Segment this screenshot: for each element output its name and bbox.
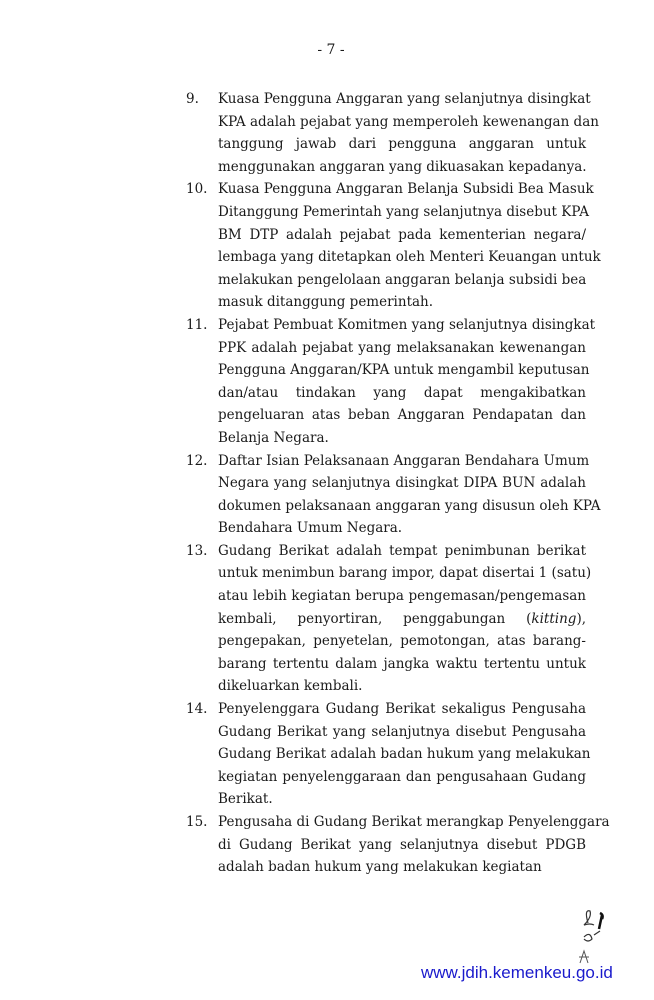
item-text-line: untuk menimbun barang impor, dapat disertai 1 (satu) [218, 565, 592, 582]
item-text-line: PPK adalah pejabat yang melaksanakan kewenangan [218, 339, 586, 356]
text-segment: ), [576, 610, 586, 627]
text-segment: kembali, penyortiran, penggabungan ( [218, 610, 532, 627]
item-number: 9. [186, 91, 199, 107]
list-item [186, 811, 610, 879]
item-number: 15. [186, 814, 208, 830]
item-text-line: Penyelenggara Gudang Berikat sekaligus Pengusaha [218, 701, 586, 718]
item-text-line: Gudang Berikat adalah badan hukum yang melakukan [218, 746, 591, 763]
item-text-line: Pengusaha di Gudang Berikat merangkap Penyelenggara [218, 814, 610, 830]
item-text-line: menggunakan anggaran yang dikuasakan kepadanya. [218, 158, 587, 175]
list-item [186, 178, 601, 314]
item-text-line: Gudang Berikat adalah tempat penimbunan berikat [218, 542, 586, 559]
item-text-line: kegiatan penyelenggaraan dan pengusahaan Gudang [218, 768, 586, 785]
item-text-line: dan/atau tindakan yang dapat mengakibatkan [218, 384, 586, 401]
list-item [186, 314, 596, 450]
list-item [186, 88, 599, 178]
list-item [186, 450, 601, 540]
item-text-line: Ditanggung Pemerintah yang selanjutnya disebut KPA [218, 203, 589, 220]
item-text-line: lembaga yang ditetapkan oleh Menteri Keuangan untuk [218, 249, 601, 266]
item-text-line: dikeluarkan kembali. [218, 678, 363, 695]
item-text-line: KPA adalah pejabat yang memperoleh kewenangan dan [218, 113, 599, 130]
item-text-line: tanggung jawab dari pengguna anggaran untuk [218, 136, 586, 153]
item-text-line: Pejabat Pembuat Komitmen yang selanjutnya disingkat [218, 316, 596, 333]
item-text-line: Belanja Negara. [218, 429, 329, 446]
item-text-line: BM DTP adalah pejabat pada kementerian negara/ [218, 226, 586, 243]
item-text-line: Berikat. [218, 791, 273, 808]
list-item [186, 698, 591, 811]
definitions-list [186, 88, 610, 879]
item-text-line: Gudang Berikat yang selanjutnya disebut Pengusaha [218, 723, 586, 740]
item-text-line: Negara yang selanjutnya disingkat DIPA BUN adalah [218, 475, 586, 492]
item-text-line: adalah badan hukum yang melakukan kegiatan [218, 859, 542, 876]
item-text-line: Pengguna Anggaran/KPA untuk mengambil keputusan [218, 362, 590, 379]
item-text-line: Daftar Isian Pelaksanaan Anggaran Bendahara Umum [218, 452, 590, 469]
item-number: 11. [186, 316, 208, 333]
footer-url[interactable]: www.jdih.kemenkeu.go.id [421, 963, 613, 982]
item-text-line: Kuasa Pengguna Anggaran Belanja Subsidi Bea Masuk [218, 181, 594, 198]
paraf-signature-icon [570, 905, 620, 965]
item-text-line: Kuasa Pengguna Anggaran yang selanjutnya disingkat [218, 91, 591, 107]
item-text-line: melakukan pengelolaan anggaran belanja subsidi bea [218, 271, 587, 288]
item-text-line: atau lebih kegiatan berupa pengemasan/pengemasan [218, 588, 586, 605]
page-number: - 7 - [317, 42, 345, 58]
item-number: 12. [186, 452, 208, 469]
italic-term: kitting [531, 610, 577, 627]
item-text-line: masuk ditanggung pemerintah. [218, 294, 434, 311]
item-number: 14. [186, 701, 208, 718]
list-item [186, 540, 592, 698]
item-number: 13. [186, 542, 208, 559]
item-text-line: dokumen pelaksanaan anggaran yang disusun oleh KPA [218, 497, 601, 514]
item-text-line: pengeluaran atas beban Anggaran Pendapatan dan [218, 407, 586, 424]
item-text-line: barang tertentu dalam jangka waktu tertentu untuk [218, 655, 586, 672]
item-text-line: Bendahara Umum Negara. [218, 520, 403, 537]
item-number: 10. [186, 181, 208, 198]
item-text-line: pengepakan, penyetelan, pemotongan, atas barang- [218, 633, 586, 650]
item-text-line: di Gudang Berikat yang selanjutnya disebut PDGB [218, 836, 586, 853]
item-text-line [218, 608, 586, 631]
